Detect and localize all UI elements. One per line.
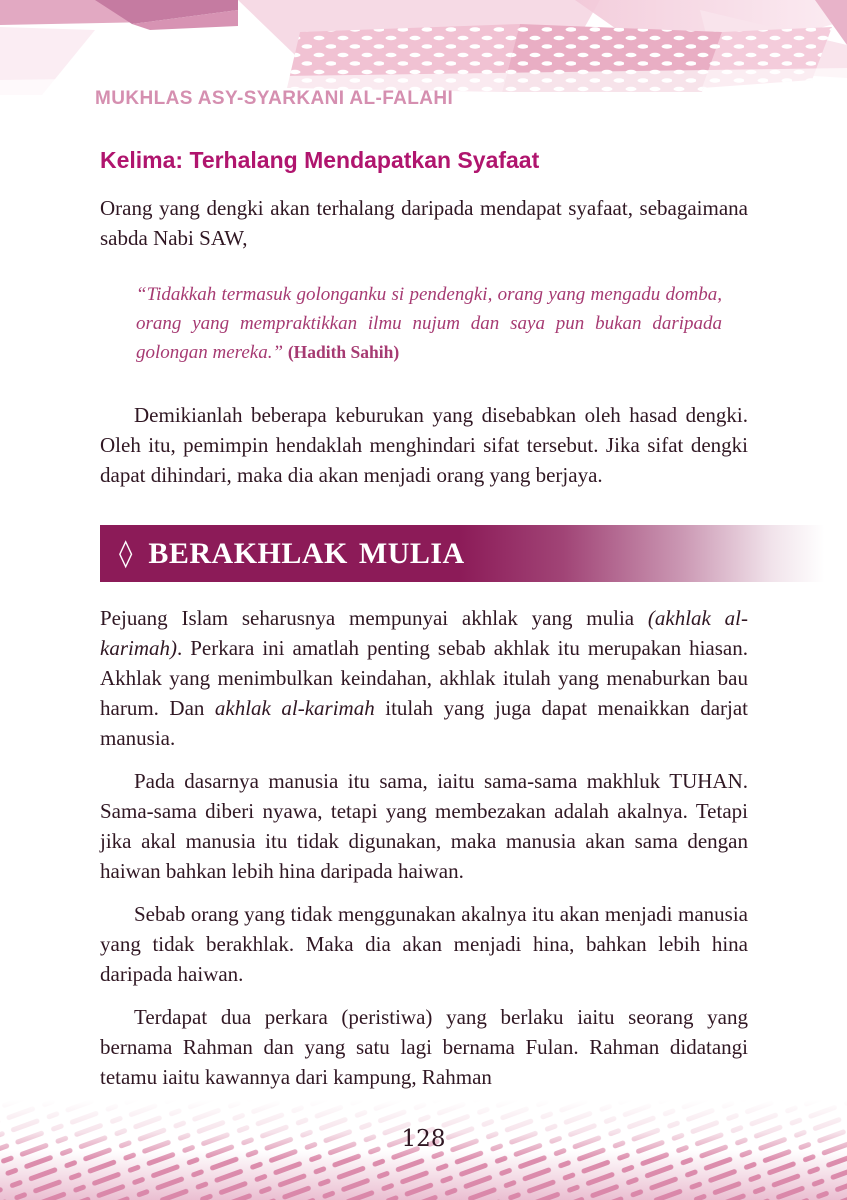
section-banner	[100, 525, 847, 582]
diamond-icon: ◊	[119, 538, 133, 569]
paragraph-intro: Orang yang dengki akan terhalang daripada mendapat syafaat, sebagaimana sabda Nabi SAW,	[100, 196, 748, 250]
hadith-quote: “Tidakkah termasuk golonganku si pendengki, orang yang mengadu domba, orang yang mempraktikkan ilmu nujum dan saya pun bukan daripada golongan mereka.” (Hadith Sahih)	[136, 284, 722, 363]
paragraph-demikianlah: Demikianlah beberapa keburukan yang disebabkan oleh hasad dengki. Oleh itu, pemimpin hendaklah menghindari sifat tersebut. Jika sifat dengki dapat dihindari, maka dia akan menjadi orang yang berjaya.	[100, 403, 748, 487]
paragraph-terdapat: Terdapat dua perkara (peristiwa) yang berlaku iaitu seorang yang bernama Rahman dan yang satu lagi bernama Fulan. Rahman didatangi tetamu iaitu kawannya dari kampung, Rahman	[100, 1005, 748, 1089]
running-header-title: MUKHLAS ASY-SYARKANI AL-FALAHI	[95, 88, 454, 109]
page-number: 128	[401, 1126, 446, 1152]
paragraph-sebab: Sebab orang yang tidak menggunakan akalnya itu akan menjadi manusia yang tidak berakhlak. Maka dia akan menjadi hina, bahkan lebih hina daripada haiwan.	[100, 902, 748, 986]
page-content	[100, 0, 748, 1092]
section-heading: Kelima: Terhalang Mendapatkan Syafaat	[100, 147, 540, 173]
banner-title: BERAKHLAK MULIA	[148, 536, 465, 570]
paragraph-pada-dasarnya: Pada dasarnya manusia itu sama, iaitu sama-sama makhluk TUHAN. Sama-sama diberi nyawa, tetapi yang membezakan adalah akalnya. Tetapi jika akal manusia itu tidak digunakan, maka manusia akan sama dengan haiwan bahkan lebih hina daripada haiwan.	[100, 769, 748, 883]
paragraph-pejuang: Pejuang Islam seharusnya mempunyai akhlak yang mulia (akhlak al-karimah). Perkara ini amatlah penting sebab akhlak itu merupakan hiasan. Akhlak yang menimbulkan keindahan, akhlak itulah yang menaburkan bau harum. Dan akhlak al-karimah itulah yang juga dapat menaikkan darjat manusia.	[100, 606, 748, 750]
